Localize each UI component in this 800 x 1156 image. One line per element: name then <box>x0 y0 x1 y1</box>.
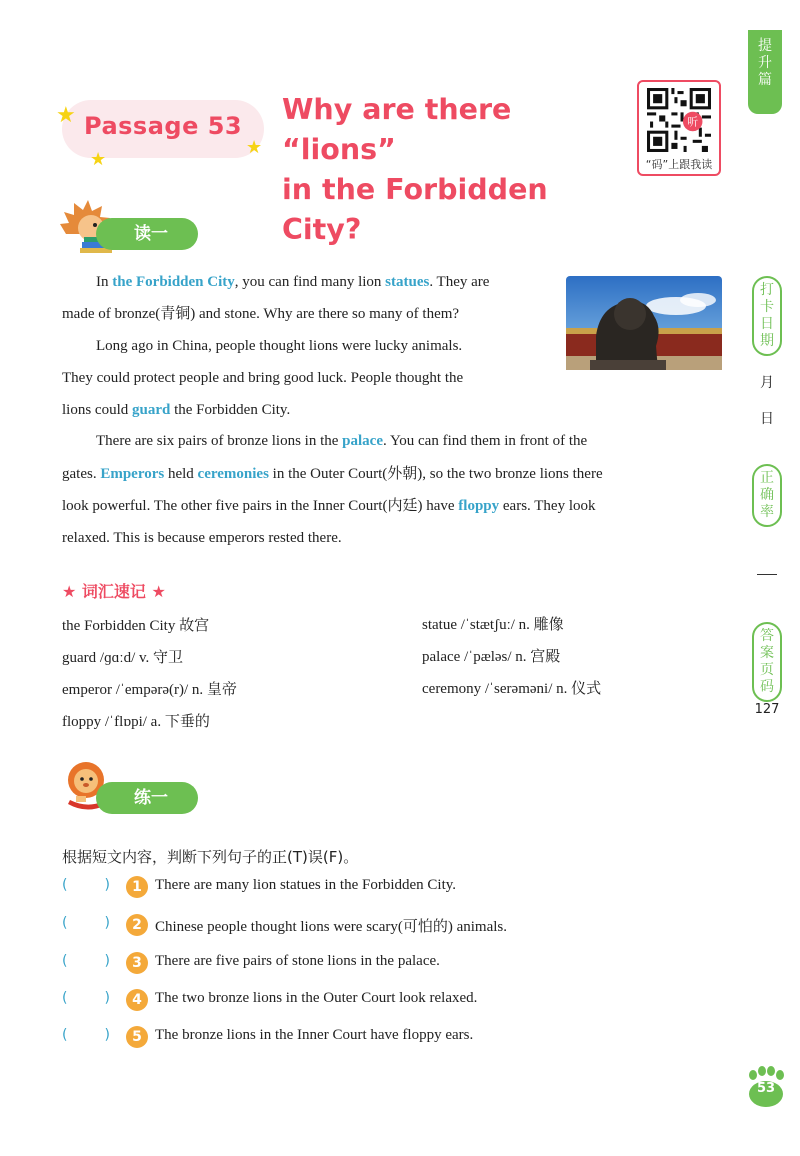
question-number-badge: 1 <box>126 876 148 898</box>
passage-text: made of bronze(青铜) and stone. Why are there so many of them? <box>62 306 460 322</box>
qr-listen-badge: 听 <box>687 115 699 129</box>
answer-blank[interactable]: ( ) <box>62 953 110 969</box>
question-number-badge: 4 <box>126 989 148 1011</box>
question-row <box>62 912 722 938</box>
passage-line <box>62 425 722 458</box>
passage-text: There are six pairs of bronze lions in the <box>96 433 343 449</box>
star-icon: ★ <box>56 102 76 127</box>
stone-lion-photo <box>566 276 722 370</box>
passage-line <box>62 362 552 395</box>
passage-line <box>62 394 552 427</box>
answer-blank[interactable]: ( ) <box>62 1027 110 1043</box>
star-icon: ★ <box>90 149 107 169</box>
question-text: There are five pairs of stone lions in the palace. <box>155 953 440 969</box>
passage-number: Passage 53 <box>84 112 243 140</box>
keyword: guard <box>132 402 171 418</box>
section-tab <box>748 30 782 114</box>
passage-text: in the Outer Court(外朝), so the two bronze lions there <box>268 466 603 482</box>
passage-text: relaxed. This is because emperors rested there. <box>62 530 342 546</box>
answer-page-label: 答 案 页 码 <box>752 622 782 702</box>
passage-text: look powerful. The other five pairs in the Inner Court(内廷) have <box>62 498 459 514</box>
keyword: Emperors <box>100 466 165 482</box>
keyword: palace <box>342 433 383 449</box>
passage-text: , you can find many lion <box>234 274 386 290</box>
question-number-badge: 3 <box>126 952 148 974</box>
checkin-date-label: 打 卡 日 期 <box>752 276 782 356</box>
passage-line <box>62 490 722 523</box>
vocab-item: ceremony /ˈserəməni/ n. 仪式 <box>422 681 602 697</box>
passage-text: In <box>96 274 113 290</box>
answer-blank[interactable]: ( ) <box>62 915 110 931</box>
keyword: statues <box>385 274 430 290</box>
passage-text: Long ago in China, people thought lions were lucky animals. <box>96 338 463 354</box>
vocabulary-title: ★ 词汇速记 ★ <box>62 582 166 601</box>
accuracy-blank-line <box>757 574 777 575</box>
answer-page-number: 127 <box>754 702 780 717</box>
qr-caption: “码”上跟我读 <box>645 158 713 171</box>
passage-text: ears. They look <box>499 498 596 514</box>
question-text: The bronze lions in the Inner Court have floppy ears. <box>155 1027 474 1043</box>
passage-text: lions could <box>62 402 132 418</box>
accuracy-label: 正 确 率 <box>752 464 782 527</box>
exercise-instruction: 根据短文内容，判断下列句子的正(T)误(F)。 <box>62 848 359 866</box>
passage-text: They could protect people and bring good luck. People thought the <box>62 370 464 386</box>
passage-line <box>62 266 552 299</box>
question-number-badge: 5 <box>126 1026 148 1048</box>
answer-blank[interactable]: ( ) <box>62 877 110 893</box>
vocab-item: palace /ˈpæləs/ n. 宫殿 <box>422 649 561 665</box>
question-number-badge: 2 <box>126 914 148 936</box>
keyword: the Forbidden City <box>112 274 235 290</box>
qr-code-icon[interactable] <box>647 88 711 152</box>
answer-blank[interactable]: ( ) <box>62 990 110 1006</box>
read-section-header: 读一读 <box>96 218 198 250</box>
qr-code-panel[interactable] <box>637 80 721 176</box>
keyword: ceremonies <box>197 466 269 482</box>
question-row <box>62 1024 722 1050</box>
section-tab-char: 升 <box>758 55 772 71</box>
title-line: in the Forbidden City? <box>282 173 548 246</box>
question-row <box>62 874 722 900</box>
question-text: The two bronze lions in the Outer Court look relaxed. <box>155 990 478 1006</box>
page-title <box>282 90 622 250</box>
vocab-item: floppy /ˈflɒpi/ a. 下垂的 <box>62 714 210 730</box>
vocab-item: statue /ˈstætʃuː/ n. 雕像 <box>422 617 564 633</box>
question-text: Chinese people thought lions were scary(可怕的) animals. <box>155 919 508 935</box>
passage-text: . You can find them in front of the <box>383 433 588 449</box>
star-icon: ★ <box>246 137 263 157</box>
passage-line <box>62 458 722 491</box>
passage-text: gates. <box>62 466 101 482</box>
passage-text: the Forbidden City. <box>170 402 291 418</box>
day-label: 日 <box>760 411 774 427</box>
question-row <box>62 987 722 1013</box>
section-tab-char: 提 <box>758 38 772 54</box>
question-text: There are many lion statues in the Forbidden City. <box>155 877 457 893</box>
vocab-item: guard /ɡɑːd/ v. 守卫 <box>62 650 184 666</box>
passage-text: held <box>164 466 198 482</box>
page-number: 53 <box>756 1081 776 1096</box>
passage-line <box>62 522 722 555</box>
section-tab-char: 篇 <box>758 72 772 88</box>
vocab-item: the Forbidden City 故宫 <box>62 618 210 634</box>
vocab-item: emperor /ˈempərə(r)/ n. 皇帝 <box>62 682 237 698</box>
passage-text: . They are <box>429 274 490 290</box>
title-line: Why are there “lions” <box>282 93 512 166</box>
practice-section-header: 练一练 <box>96 782 198 814</box>
question-row <box>62 950 722 976</box>
keyword: floppy <box>458 498 500 514</box>
month-label: 月 <box>760 375 774 391</box>
passage-line <box>62 298 552 331</box>
passage-line <box>62 330 552 363</box>
